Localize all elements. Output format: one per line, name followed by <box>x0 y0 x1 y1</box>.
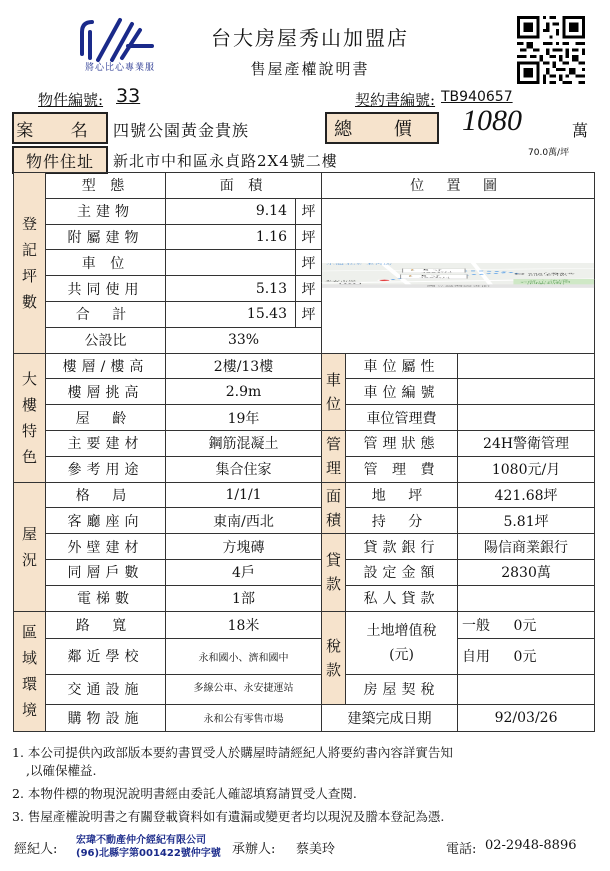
loan-section: 貸款 <box>322 534 346 611</box>
loan-value: 陽信商業銀行 <box>458 534 595 560</box>
map-dest-2: 和區永貞路 <box>527 275 568 277</box>
listing-name: 四號公園黃金貴族 <box>113 121 250 140</box>
condition-value: 1/1/1 <box>166 482 322 508</box>
management-section: 管理 <box>322 430 346 482</box>
land-share-value: 5.81坪 <box>458 508 595 534</box>
handler-label: 承辦人: <box>232 842 276 857</box>
address-label: 物件住址 <box>12 146 108 174</box>
environment-section: 區域環境 <box>14 611 46 731</box>
note-item: ,以確保權益. <box>26 763 97 778</box>
condition-label: 客廳座向 <box>46 508 166 534</box>
note-item: 1. 本公司提供內政部版本要約書買受人於購屋時請經紀人將要約書內容詳實告知 <box>12 745 453 760</box>
building-value: 2.9m <box>166 379 322 405</box>
disclaimer-notes <box>12 745 602 832</box>
loan-value: 2830萬 <box>458 559 595 585</box>
col-area-header: 面 積 <box>166 173 322 199</box>
total-price-unit: 萬 <box>572 121 589 140</box>
parking-label: 車位屬性 <box>346 353 458 379</box>
map-market: 永安市場 <box>324 281 357 283</box>
public-ratio-value: 33% <box>166 327 322 353</box>
condition-value: 東南/西北 <box>166 508 322 534</box>
parking-label: 車位管理費 <box>346 405 458 431</box>
map-walk-dist-1: 400公尺 <box>420 271 453 273</box>
map-library: 國立臺灣圖書館 <box>426 285 491 288</box>
environment-value: 永和國小、濟和國中 <box>166 638 322 674</box>
loan-label: 設定金額 <box>346 559 458 585</box>
environment-label: 路 寬 <box>46 611 166 638</box>
management-label: 管 理 費 <box>346 456 458 482</box>
map-label-shop: 小海水產 永貞店 <box>326 263 393 266</box>
map-dest-1: 235台灣新北 <box>527 273 576 275</box>
condition-value: 4戶 <box>166 559 322 585</box>
area-unit: 坪 <box>296 224 322 250</box>
contract-number-label: 契約書編號: <box>355 91 436 109</box>
area-unit: 坪 <box>296 198 322 224</box>
map-walk-time-2: 5 分 <box>420 275 441 278</box>
parking-value <box>458 405 595 431</box>
loan-value <box>458 585 595 611</box>
unit-price: 70.0萬/坪 <box>528 148 570 158</box>
address: 新北市中和區永貞路2X4號二樓 <box>113 152 338 170</box>
parking-value <box>458 379 595 405</box>
deed-tax-label: 房屋契稅 <box>346 674 458 704</box>
area-total-value: 15.43 <box>166 301 296 327</box>
area-value-shared: 5.13 <box>166 276 296 302</box>
condition-value: 1部 <box>166 585 322 611</box>
agent-license: (96)北縣字第001422號仲字號 <box>76 848 221 859</box>
land-area-label: 地 坪 <box>346 482 458 508</box>
svg-text:🚶: 🚶 <box>406 269 420 272</box>
listing-name-label: 案 名 <box>12 112 108 144</box>
document-subtitle: 售屋產權說明書 <box>250 60 370 78</box>
area-unit: 坪 <box>296 276 322 302</box>
contract-number: TB940657 <box>441 89 513 105</box>
tax-general-label: 一般 <box>458 611 478 638</box>
area-value-parking <box>166 250 296 276</box>
handler-name: 蔡美玲 <box>296 842 336 857</box>
management-value: 24H警衛管理 <box>458 430 595 456</box>
building-value: 集合住家 <box>166 456 322 482</box>
map-walk-dist-2: 400公尺 <box>418 277 451 279</box>
property-detail-table <box>13 172 595 732</box>
area-type-shared: 共同使用 <box>46 276 166 302</box>
col-type-header: 型 態 <box>46 173 166 199</box>
agent-company <box>76 834 221 860</box>
location-map <box>322 198 595 353</box>
parking-label: 車位編號 <box>346 379 458 405</box>
tax-section: 稅款 <box>322 611 346 704</box>
condition-label: 格 局 <box>46 482 166 508</box>
environment-label: 交通設施 <box>46 674 166 704</box>
condition-label: 同層戶數 <box>46 559 166 585</box>
environment-value: 永和公有零售市場 <box>166 704 322 731</box>
environment-label: 購物設施 <box>46 704 166 731</box>
condition-label: 電梯數 <box>46 585 166 611</box>
completion-date-label: 建築完成日期 <box>322 704 458 731</box>
management-value: 1080元/月 <box>458 456 595 482</box>
public-ratio-label: 公設比 <box>46 327 166 353</box>
area-unit: 坪 <box>296 301 322 327</box>
management-label: 管理狀態 <box>346 430 458 456</box>
building-value: 鋼筋混凝土 <box>166 430 322 456</box>
building-label: 主要建材 <box>46 430 166 456</box>
total-price-label: 總 價 <box>325 112 439 144</box>
land-area-value: 421.68坪 <box>458 482 595 508</box>
land-share-label: 持 分 <box>346 508 458 534</box>
logo-tagline: 將心比心專業服 <box>84 63 155 73</box>
condition-value: 方塊磚 <box>166 534 322 560</box>
object-number-label: 物件編號: <box>38 91 104 109</box>
loan-label: 私人貸款 <box>346 585 458 611</box>
qr-code <box>517 16 585 84</box>
agent-label: 經紀人: <box>14 842 58 857</box>
area-unit: 坪 <box>296 250 322 276</box>
note-item: 2. 本物件標的物現況說明書經由委託人確認填寫請買受人查閱. <box>12 786 357 801</box>
parking-section: 車位 <box>322 353 346 430</box>
environment-label: 鄰近學校 <box>46 638 166 674</box>
map-park-3: (四號公園) <box>526 283 566 285</box>
completion-date-value: 92/03/26 <box>458 704 595 731</box>
note-item: 3. 售屋產權說明書之有關登載資料如有遺漏或變更者均以現況及謄本登記為憑. <box>12 809 445 824</box>
map-walk-time-1: 5 分 <box>422 269 443 272</box>
map-park-1: 八二三紀念 <box>528 280 569 282</box>
area-value-main: 9.14 <box>166 198 296 224</box>
tax-general-value: 0元 <box>478 611 595 638</box>
area-type-annex: 附屬建物 <box>46 224 166 250</box>
phone-number: 02-2948-8896 <box>485 838 577 853</box>
loan-label: 貸款銀行 <box>346 534 458 560</box>
area-total-label: 合 計 <box>46 301 166 327</box>
land-tax-label: 土地增值稅 (元) <box>346 611 458 674</box>
building-label: 參考用途 <box>46 456 166 482</box>
condition-label: 外壁建材 <box>46 534 166 560</box>
total-price: 1080 <box>462 104 522 137</box>
tax-self-value: 0元 <box>478 638 595 674</box>
building-section: 大樓特色 <box>14 353 46 482</box>
environment-value: 多線公車、永安捷運站 <box>166 674 322 704</box>
building-value: 19年 <box>166 405 322 431</box>
condition-section: 屋況 <box>14 482 46 611</box>
environment-value: 18米 <box>166 611 322 638</box>
parking-value <box>458 353 595 379</box>
svg-text:🚶: 🚶 <box>404 275 418 278</box>
area-type-parking: 車 位 <box>46 250 166 276</box>
area-value-annex: 1.16 <box>166 224 296 250</box>
building-label: 屋 齡 <box>46 405 166 431</box>
building-label: 樓層/樓高 <box>46 353 166 379</box>
map-park-2: 公園(中和公園 <box>519 281 571 283</box>
tax-self-label: 自用 <box>458 638 478 674</box>
map-route-number: 111 <box>343 283 357 285</box>
phone-label: 電話: <box>446 842 477 857</box>
building-label: 樓層挑高 <box>46 379 166 405</box>
col-location-header: 位 置 圖 <box>322 173 595 199</box>
building-value: 2樓/13樓 <box>166 353 322 379</box>
store-title: 台大房屋秀山加盟店 <box>211 26 409 50</box>
registered-area-section: 登記坪數 <box>14 173 46 354</box>
object-number: 33 <box>116 85 141 107</box>
land-area-section: 面積 <box>322 482 346 534</box>
area-type-main: 主建物 <box>46 198 166 224</box>
deed-tax-value <box>458 674 595 704</box>
agent-company-name: 宏瑋不動產仲介經紀有限公司 <box>76 835 206 846</box>
